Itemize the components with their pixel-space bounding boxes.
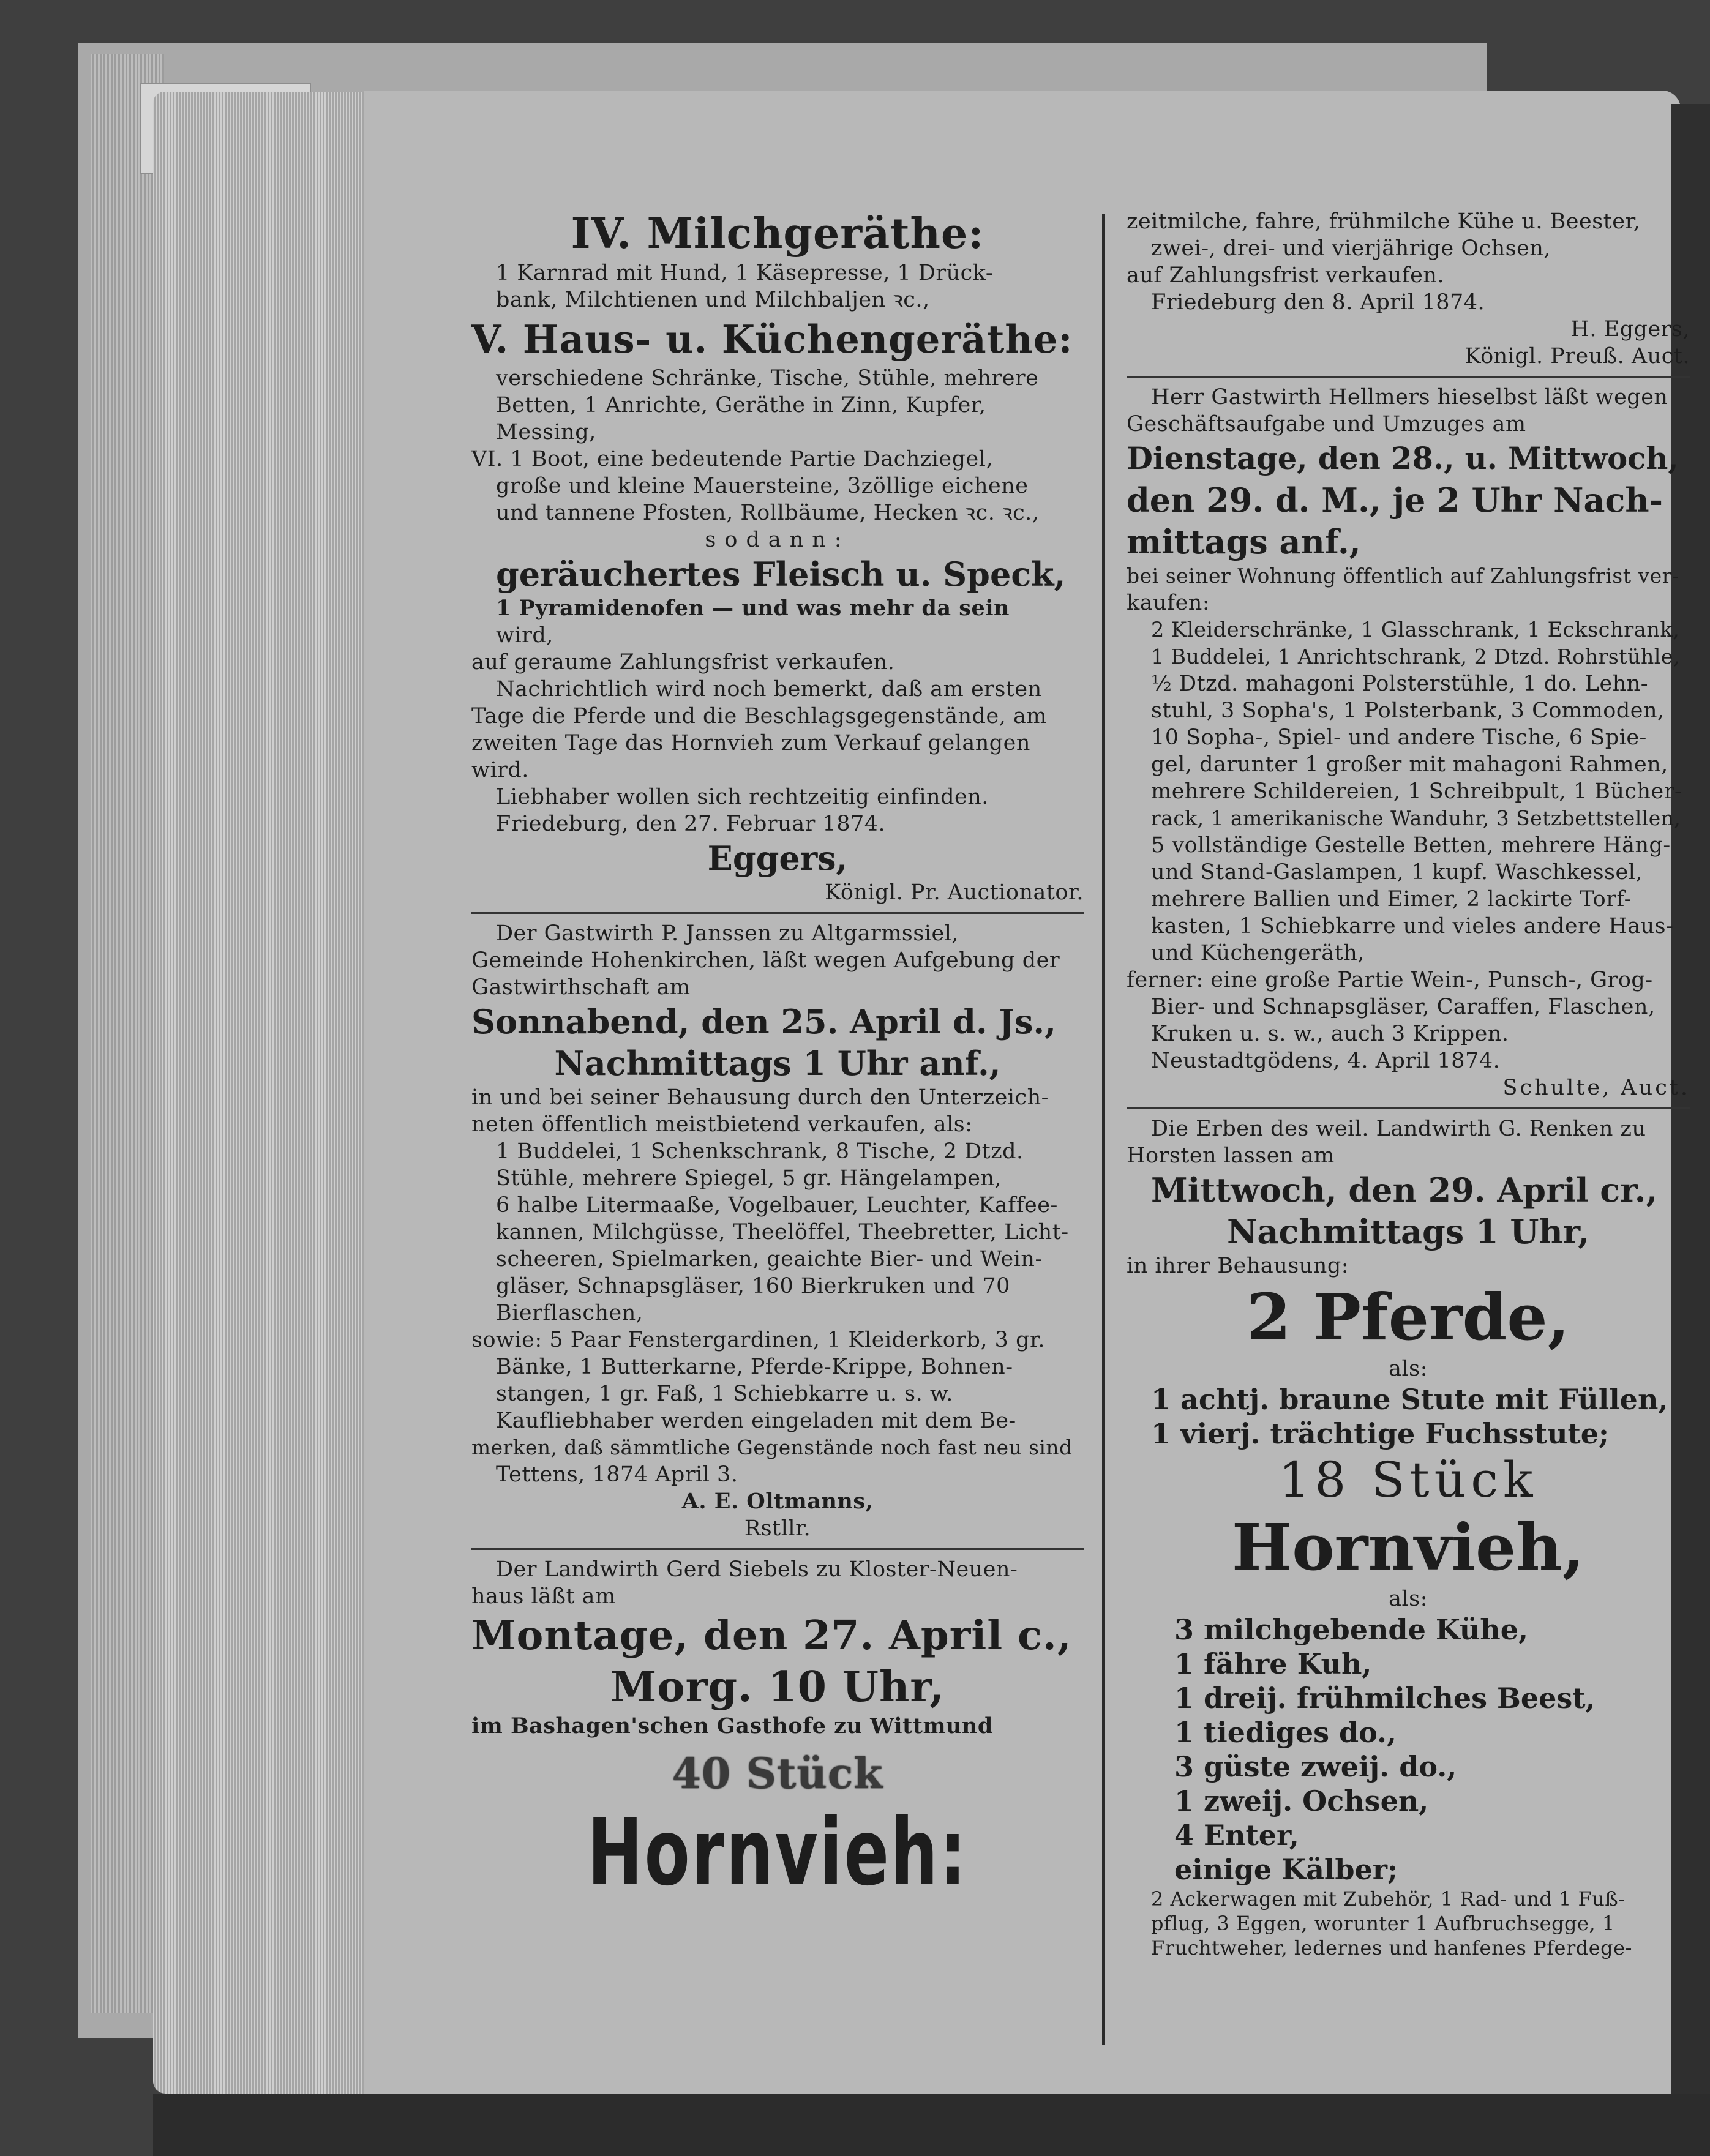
ad-line: auf Zahlungsfrist verkaufen. [1127, 263, 1445, 288]
ad-line: wird. [471, 758, 529, 782]
ad-line: und tannene Pfosten, Rollbäume, Hecken ꝛc. ꝛc., [496, 501, 1040, 525]
label-als: als: [1389, 1587, 1428, 1611]
ad-line: Kruken u. s. w., auch 3 Krippen. [1151, 1022, 1509, 1046]
heading-fleisch: geräuchertes Fleisch u. Speck, [496, 555, 1066, 594]
ad-line: 1 Buddelei, 1 Schenkschrank, 8 Tische, 2 Dtzd. [496, 1139, 1024, 1164]
page-stack-edge [153, 92, 373, 2094]
ad-line: ferner: eine große Partie Wein-, Punsch-, Grog- [1127, 968, 1653, 992]
ad-line: kasten, 1 Schiebkarre und vieles andere Haus- [1151, 914, 1674, 938]
horse-item: 1 achtj. braune Stute mit Füllen, [1151, 1383, 1668, 1416]
ad-line: in und bei seiner Behausung durch den Unterzeich- [471, 1085, 1049, 1110]
auctioneer-title: Königl. Preuß. Auct. [1464, 344, 1690, 369]
cattle-item: 3 güste zweij. do., [1174, 1750, 1457, 1783]
ad-line: auf geraume Zahlungsfrist verkaufen. [471, 650, 895, 675]
ad-line: rack, 1 amerikanische Wanduhr, 3 Setzbettstellen, [1151, 806, 1681, 830]
ad-line: Geschäftsaufgabe und Umzuges am [1127, 412, 1526, 436]
ad-line: verschiedene Schränke, Tische, Stühle, mehrere [496, 366, 1039, 391]
ad-line: kaufen: [1127, 591, 1210, 615]
ad-line: Gastwirthschaft am [471, 975, 691, 1000]
headline-hornvieh: Hornvieh: [587, 1800, 968, 1906]
cattle-item: 1 dreij. frühmilches Beest, [1174, 1682, 1596, 1715]
ad-line: scheeren, Spielmarken, geaichte Bier- und Wein- [496, 1247, 1043, 1271]
ad-line: Bierflaschen, [496, 1301, 643, 1325]
auctioneer-title: Rstllr. [744, 1516, 811, 1541]
ad-line: 1 Karnrad mit Hund, 1 Käsepresse, 1 Drück- [496, 261, 994, 285]
ad-line: gläser, Schnapsgläser, 160 Bierkruken und 70 [496, 1274, 1010, 1298]
cattle-item: 1 fähre Kuh, [1174, 1647, 1372, 1680]
ad-line: große und kleine Mauersteine, 3zöllige eichene [496, 474, 1029, 498]
ad-line: 5 vollständige Gestelle Betten, mehrere Häng- [1151, 833, 1671, 858]
auction-date: Sonnabend, den 25. April d. Js., [471, 1002, 1057, 1041]
ad-line: merken, daß sämmtliche Gegenstände noch fast neu sind [471, 1436, 1073, 1459]
ad-line: sowie: 5 Paar Fenstergardinen, 1 Kleiderkorb, 3 gr. [471, 1328, 1045, 1352]
auction-date: Dienstage, den 28., u. Mittwoch, [1127, 441, 1679, 476]
cattle-item: 1 tiediges do., [1174, 1716, 1397, 1749]
ad-line: mehrere Ballien und Eimer, 2 lackirte Torf- [1151, 887, 1632, 911]
ad-line: neten öffentlich meistbietend verkaufen, als: [471, 1112, 973, 1137]
ad-line: Messing, [496, 420, 596, 444]
heading-milchgeraethe: IV. Milchgeräthe: [571, 209, 984, 258]
heading-hausgeraethe: V. Haus- u. Küchengeräthe: [471, 316, 1073, 362]
headline-hornvieh: Hornvieh, [1232, 1510, 1584, 1585]
ad-friedeburg-h-eggers [1127, 208, 1690, 370]
ad-line: Bier- und Schnapsgläser, Caraffen, Flaschen, [1151, 995, 1656, 1019]
ad-line: und Stand-Gaslampen, 1 kupf. Waschkessel, [1151, 860, 1643, 885]
auctioneer-title: Königl. Pr. Auctionator. [825, 880, 1084, 905]
ad-line: Liebhaber wollen sich rechtzeitig einfinden. [496, 785, 989, 809]
ad-line: haus läßt am [471, 1584, 616, 1609]
ad-line: gel, darunter 1 großer mit mahagoni Rahmen, [1151, 752, 1668, 777]
ad-line: VI. 1 Boot, eine bedeutende Partie Dachziegel, [471, 447, 994, 471]
ad-line: kannen, Milchgüsse, Theelöffel, Theebretter, Licht- [496, 1220, 1069, 1245]
signature: Schulte, Auct. [1502, 1076, 1690, 1100]
ad-line: stangen, 1 gr. Faß, 1 Schiebkarre u. s. w. [496, 1382, 953, 1406]
ad-line: Tage die Pferde und die Beschlagsgegenstände, am [471, 704, 1048, 728]
auction-date: Mittwoch, den 29. April cr., [1151, 1170, 1658, 1210]
ad-line: Neustadtgödens, 4. April 1874. [1151, 1049, 1501, 1073]
ad-line: stuhl, 3 Sopha's, 1 Polsterbank, 3 Commoden, [1151, 698, 1665, 723]
livestock-count: 40 Stück [672, 1750, 883, 1799]
ad-line: 1 Buddelei, 1 Anrichtschrank, 2 Dtzd. Rohrstühle, [1151, 645, 1681, 668]
ad-line: zeitmilche, fahre, frühmilche Kühe u. Beester, [1127, 209, 1641, 234]
ad-janssen-altgarmssiel [471, 920, 1084, 1542]
ad-line: 2 Ackerwagen mit Zubehör, 1 Rad- und 1 Fuß- [1151, 1887, 1626, 1911]
ad-line: Kaufliebhaber werden eingeladen mit dem Be- [496, 1409, 1016, 1433]
livestock-count: 18 Stück [1278, 1451, 1538, 1508]
ad-line-sodann: sodann: [705, 528, 850, 552]
ad-line: Die Erben des weil. Landwirth G. Renken zu [1151, 1117, 1646, 1141]
ad-line: Der Gastwirth P. Janssen zu Altgarmssiel, [496, 921, 959, 946]
ad-line: Friedeburg, den 27. Februar 1874. [496, 812, 886, 836]
column-divider [1102, 214, 1105, 2045]
ad-line: Friedeburg den 8. April 1874. [1151, 290, 1485, 315]
ad-line: 6 halbe Litermaaße, Vogelbauer, Leuchter, Kaffee- [496, 1193, 1058, 1218]
ad-line: im Bashagen'schen Gasthofe zu Wittmund [471, 1713, 993, 1739]
ad-line: bei seiner Wohnung öffentlich auf Zahlungsfrist ver- [1127, 564, 1679, 588]
ad-line: Der Landwirth Gerd Siebels zu Kloster-Neuen- [496, 1557, 1018, 1582]
ad-line: Gemeinde Hohenkirchen, läßt wegen Aufgebung der [471, 948, 1060, 973]
cattle-item: 4 Enter, [1174, 1819, 1299, 1852]
cattle-item: 3 milchgebende Kühe, [1174, 1613, 1528, 1646]
auction-time: Morg. 10 Uhr, [610, 1663, 945, 1712]
signature: A. E. Oltmanns, [681, 1489, 874, 1514]
ad-line: Bänke, 1 Butterkarne, Pferde-Krippe, Bohnen- [496, 1355, 1013, 1379]
auction-time: Nachmittags 1 Uhr, [1226, 1212, 1590, 1251]
ad-line: zwei-, drei- und vierjährige Ochsen, [1151, 236, 1551, 261]
ad-siebels-kloster-neuenhaus [471, 1556, 1084, 1907]
cattle-item: einige Kälber; [1174, 1853, 1398, 1886]
headline-pferde: 2 Pferde, [1247, 1279, 1570, 1355]
ad-separator [1127, 376, 1690, 378]
cattle-item: 1 zweij. Ochsen, [1174, 1784, 1429, 1817]
ad-line: 2 Kleiderschränke, 1 Glasschrank, 1 Eckschrank, [1151, 618, 1680, 642]
label-als: als: [1389, 1357, 1428, 1381]
signature: H. Eggers, [1570, 317, 1690, 342]
signature: Eggers, [707, 839, 848, 878]
ad-hellmers [1127, 384, 1690, 1101]
ad-line: mehrere Schildereien, 1 Schreibpult, 1 Bücher- [1151, 779, 1682, 804]
auction-date-cont: den 29. d. M., je 2 Uhr Nach- [1127, 481, 1663, 520]
ad-line: Stühle, mehrere Spiegel, 5 gr. Hängelampen, [496, 1166, 1002, 1191]
ad-line: Fruchtweher, ledernes und hanfenes Pferdege- [1151, 1936, 1632, 1959]
ad-line: pflug, 3 Eggen, worunter 1 Aufbruchsegge, 1 [1151, 1912, 1615, 1935]
auction-time: mittags anf., [1127, 522, 1361, 561]
ad-separator [471, 912, 1084, 914]
ad-line: 10 Sopha-, Spiel- und andere Tische, 6 Spie- [1151, 725, 1647, 750]
ad-line: Tettens, 1874 April 3. [496, 1462, 738, 1487]
auction-date: Montage, den 27. April c., [471, 1612, 1072, 1659]
ad-line: Betten, 1 Anrichte, Geräthe in Zinn, Kupfer, [496, 393, 986, 417]
horse-item: 1 vierj. trächtige Fuchsstute; [1151, 1417, 1610, 1450]
ad-line: ½ Dtzd. mahagoni Polsterstühle, 1 do. Lehn- [1151, 672, 1649, 696]
ad-line: wird, [496, 623, 553, 648]
ad-line: Herr Gastwirth Hellmers hieselbst läßt wegen [1151, 385, 1668, 410]
ad-line: in ihrer Behausung: [1127, 1254, 1349, 1278]
ad-line: zweiten Tage das Hornvieh zum Verkauf gelangen [471, 731, 1030, 755]
ad-separator [1127, 1107, 1690, 1109]
left-column [471, 208, 1084, 1907]
ad-line: bank, Milchtienen und Milchbaljen ꝛc., [496, 288, 930, 312]
right-column [1127, 208, 1690, 1960]
ad-renken-horsten [1127, 1115, 1690, 1960]
ad-line: und Küchengeräth, [1151, 941, 1365, 965]
page-shadow-bottom [153, 2094, 1710, 2156]
ad-line: 1 Pyramidenofen — und was mehr da sein [496, 596, 1010, 621]
ad-line: Nachrichtlich wird noch bemerkt, daß am ersten [496, 677, 1042, 702]
auction-time: Nachmittags 1 Uhr anf., [554, 1044, 1001, 1083]
ad-friedeburg-eggers [471, 208, 1084, 906]
ad-line: Horsten lassen am [1127, 1144, 1335, 1168]
ad-separator [471, 1548, 1084, 1550]
